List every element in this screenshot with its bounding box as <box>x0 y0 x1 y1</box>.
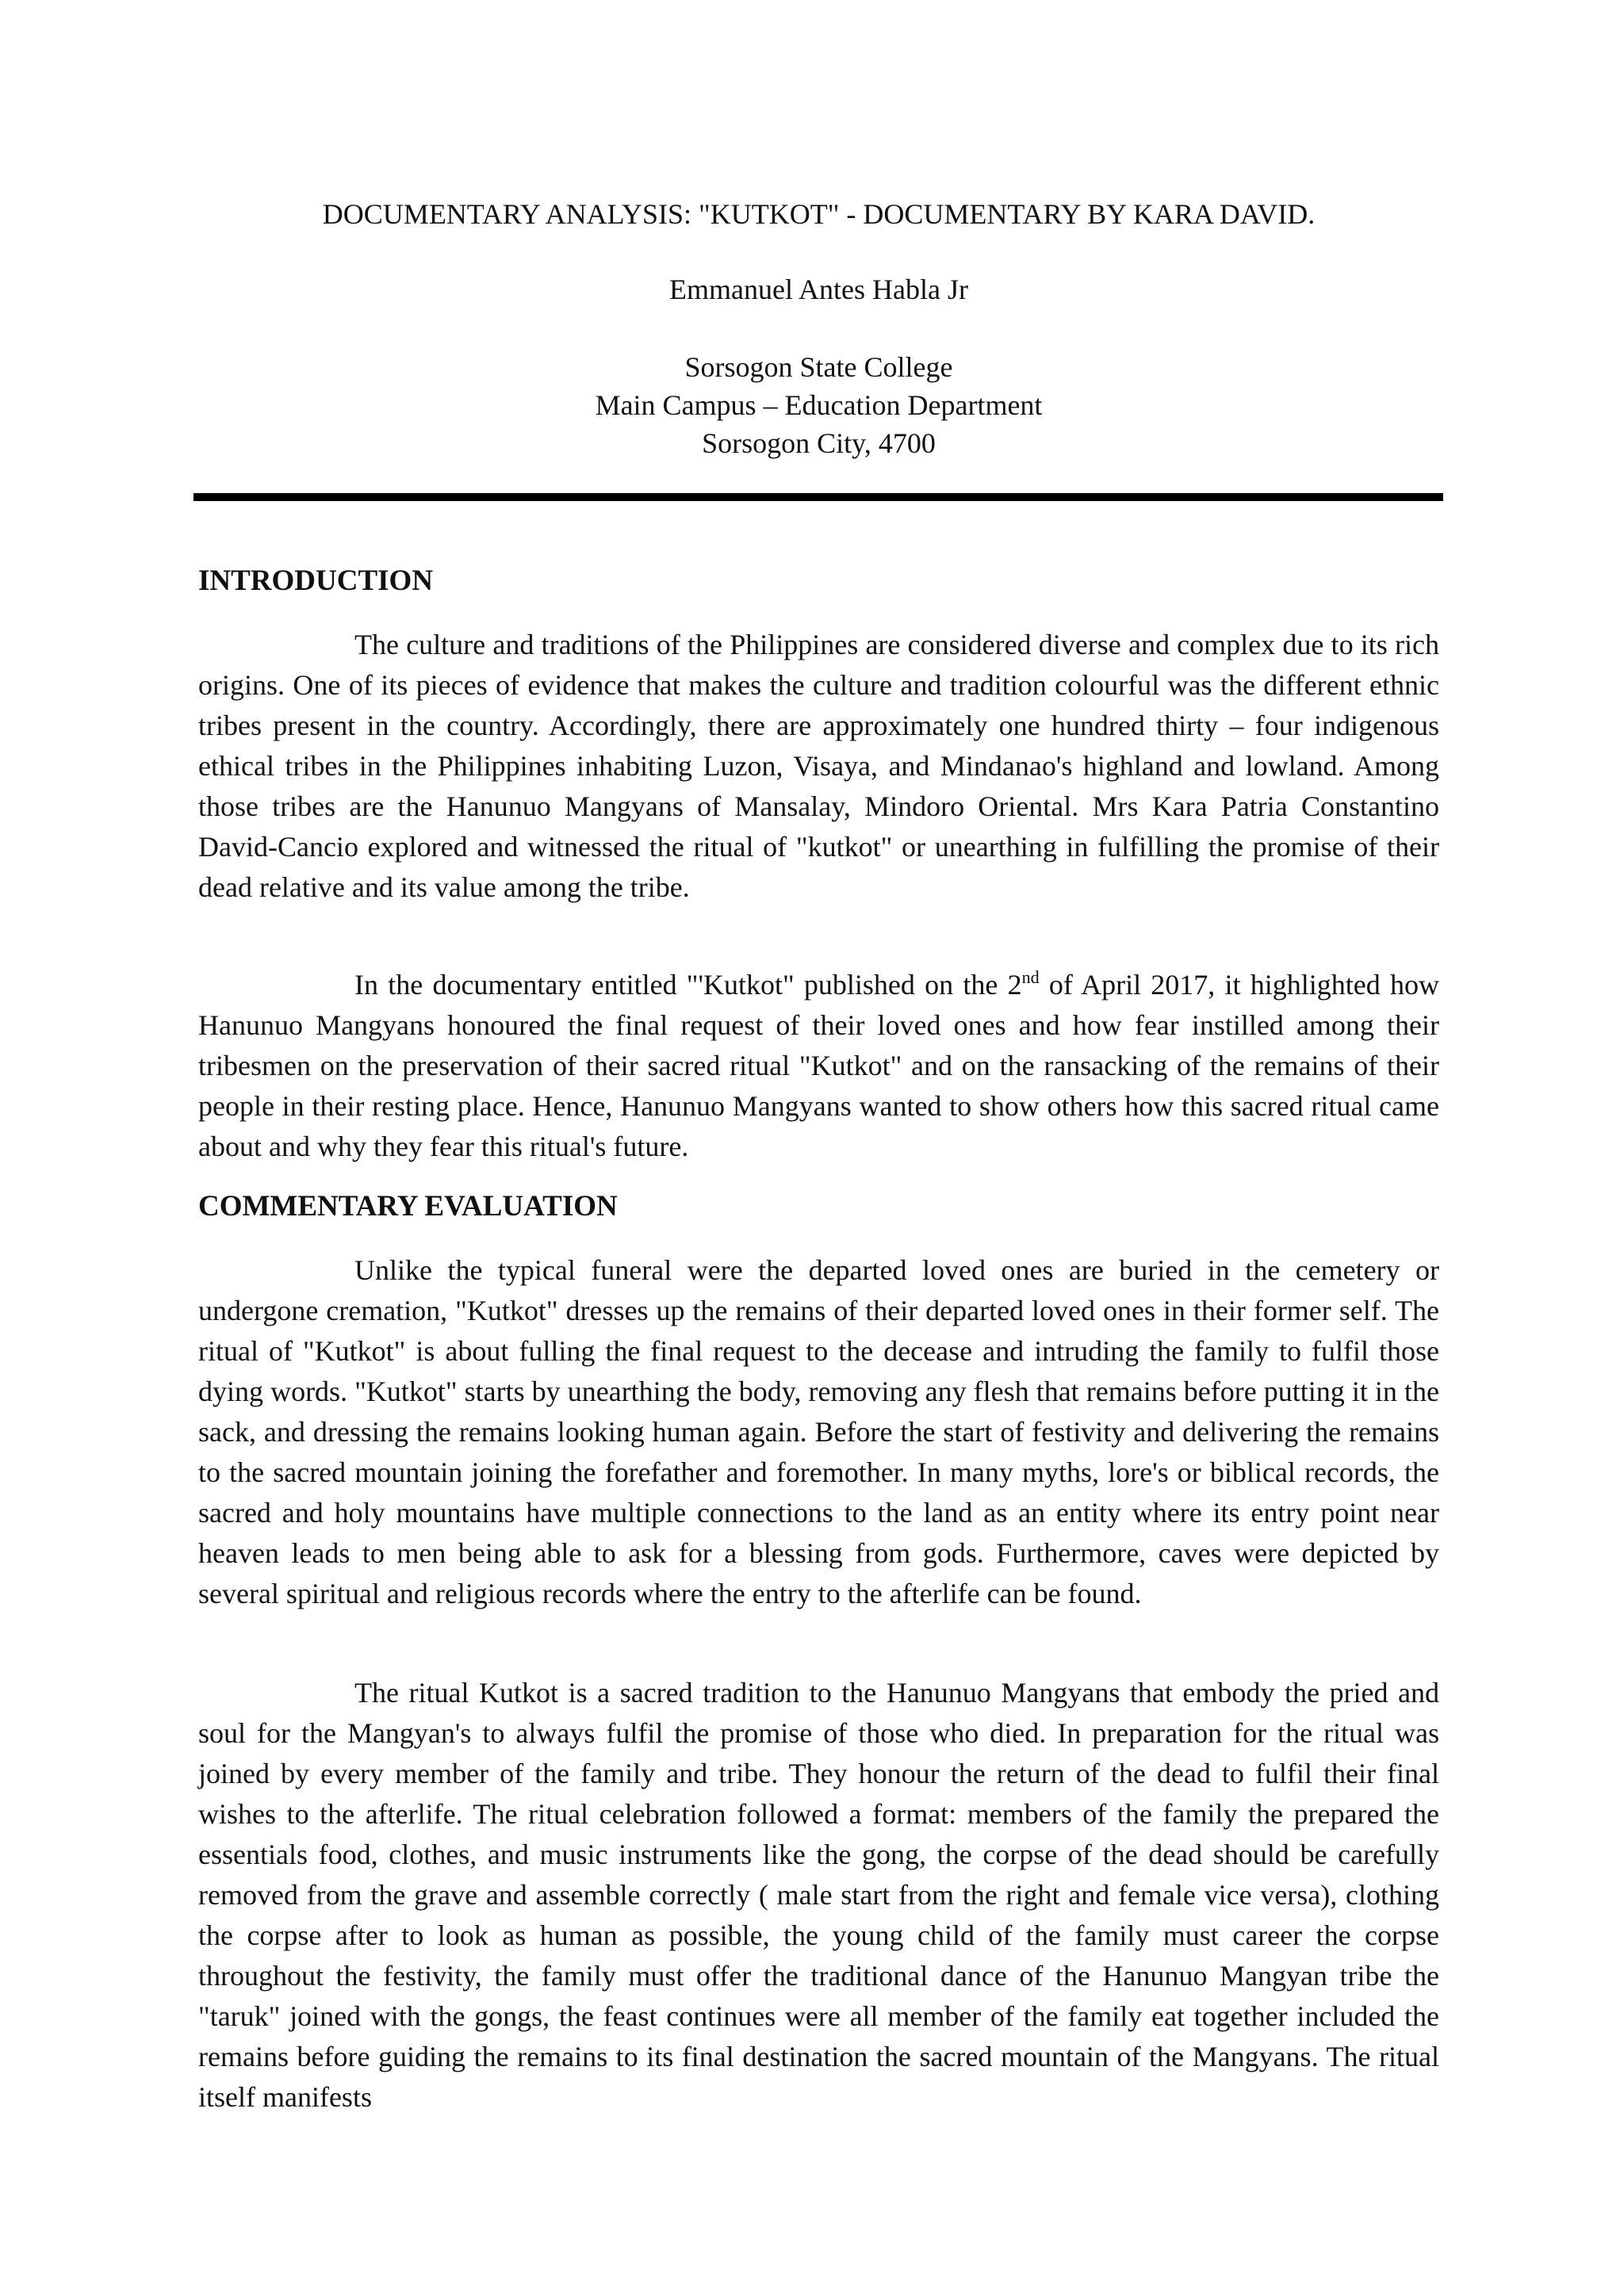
section-heading-introduction: INTRODUCTION <box>198 564 434 597</box>
paragraph-text: of April 2017, it highlighted how Hanunuo Mangyans honoured the final request of their loved ones and how fear instilled among their tribesmen on the preservation of their sacred ritual "Kutkot" and on the ransacking of the remains of their people in their resting place. Hence, Hanunuo Mangyans wanted to show others how this sacred ritual came about and why they fear this ritual's future. <box>198 969 1440 1162</box>
affiliation-line-institution: Sorsogon State College <box>684 351 953 383</box>
author-name: Emmanuel Antes Habla Jr <box>669 274 968 305</box>
section-heading-commentary: COMMENTARY EVALUATION <box>198 1190 618 1223</box>
document-title: DOCUMENTARY ANALYSIS: "KUTKOT" - DOCUMENTARY BY KARA DAVID. <box>322 198 1316 230</box>
commentary-paragraph-2: The ritual Kutkot is a sacred tradition to the Hanunuo Mangyans that embody the pried and soul for the Mangyan's to always fulfil the promise of those who died. In preparation for the ritual was joined by every member of the family and tribe. They honour the return of the dead to fulfil their final wishes to the afterlife. The ritual celebration followed a format: members of the family the prepared the essentials food, clothes, and music instruments like the gong, the corpse of the dead should be carefully removed from the grave and assemble correctly ( male start from the right and female vice versa), clothing the corpse after to look as human as possible, the young child of the family must career the corpse throughout the festivity, the family must offer the traditional dance of the Hanunuo Mangyan tribe the "taruk" joined with the gongs, the feast continues were all member of the family eat together included the remains before guiding the remains to its final destination the sacred mountain of the Mangyans. The ritual itself manifests <box>198 1677 1439 2113</box>
affiliation-line-address: Sorsogon City, 4700 <box>702 427 936 459</box>
introduction-paragraph-1: The culture and traditions of the Philippines are considered diverse and complex due to its rich origins. One of its pieces of evidence that makes the culture and tradition colourful was the different ethnic tribes present in the country. Accordingly, there are approximately one hundred thirty – four indigenous ethical tribes in the Philippines inhabiting Luzon, Visaya, and Mindanao's highland and lowland. Among those tribes are the Hanunuo Mangyans of Mansalay, Mindoro Oriental. Mrs Kara Patria Constantino David-Cancio explored and witnessed the ritual of "kutkot" or unearthing in fulfilling the promise of their dead relative and its value among the tribe. <box>198 629 1439 903</box>
header-divider <box>193 493 1443 501</box>
author-affiliation <box>198 348 1439 462</box>
paragraph-text: In the documentary entitled "'Kutkot" published on the 2 <box>354 969 1022 1001</box>
affiliation-line-campus: Main Campus – Education Department <box>595 389 1043 421</box>
commentary-paragraph-1: Unlike the typical funeral were the departed loved ones are buried in the cemetery or undergone cremation, "Kutkot" dresses up the remains of their departed loved ones in their former self. The ritual of "Kutkot" is about fulling the final request to the decease and intruding the family to fulfil those dying words. "Kutkot" starts by unearthing the body, removing any flesh that remains before putting it in the sack, and dressing the remains looking human again. Before the start of festivity and delivering the remains to the sacred mountain joining the forefather and foremother. In many myths, lore's or biblical records, the sacred and holy mountains have multiple connections to the land as an entity where its entry point near heaven leads to men being able to ask for a blessing from gods. Furthermore, caves were depicted by several spiritual and religious records where the entry to the afterlife can be found. <box>198 1254 1439 1609</box>
introduction-paragraph-2 <box>198 965 1439 1167</box>
ordinal-superscript: nd <box>1021 967 1040 987</box>
